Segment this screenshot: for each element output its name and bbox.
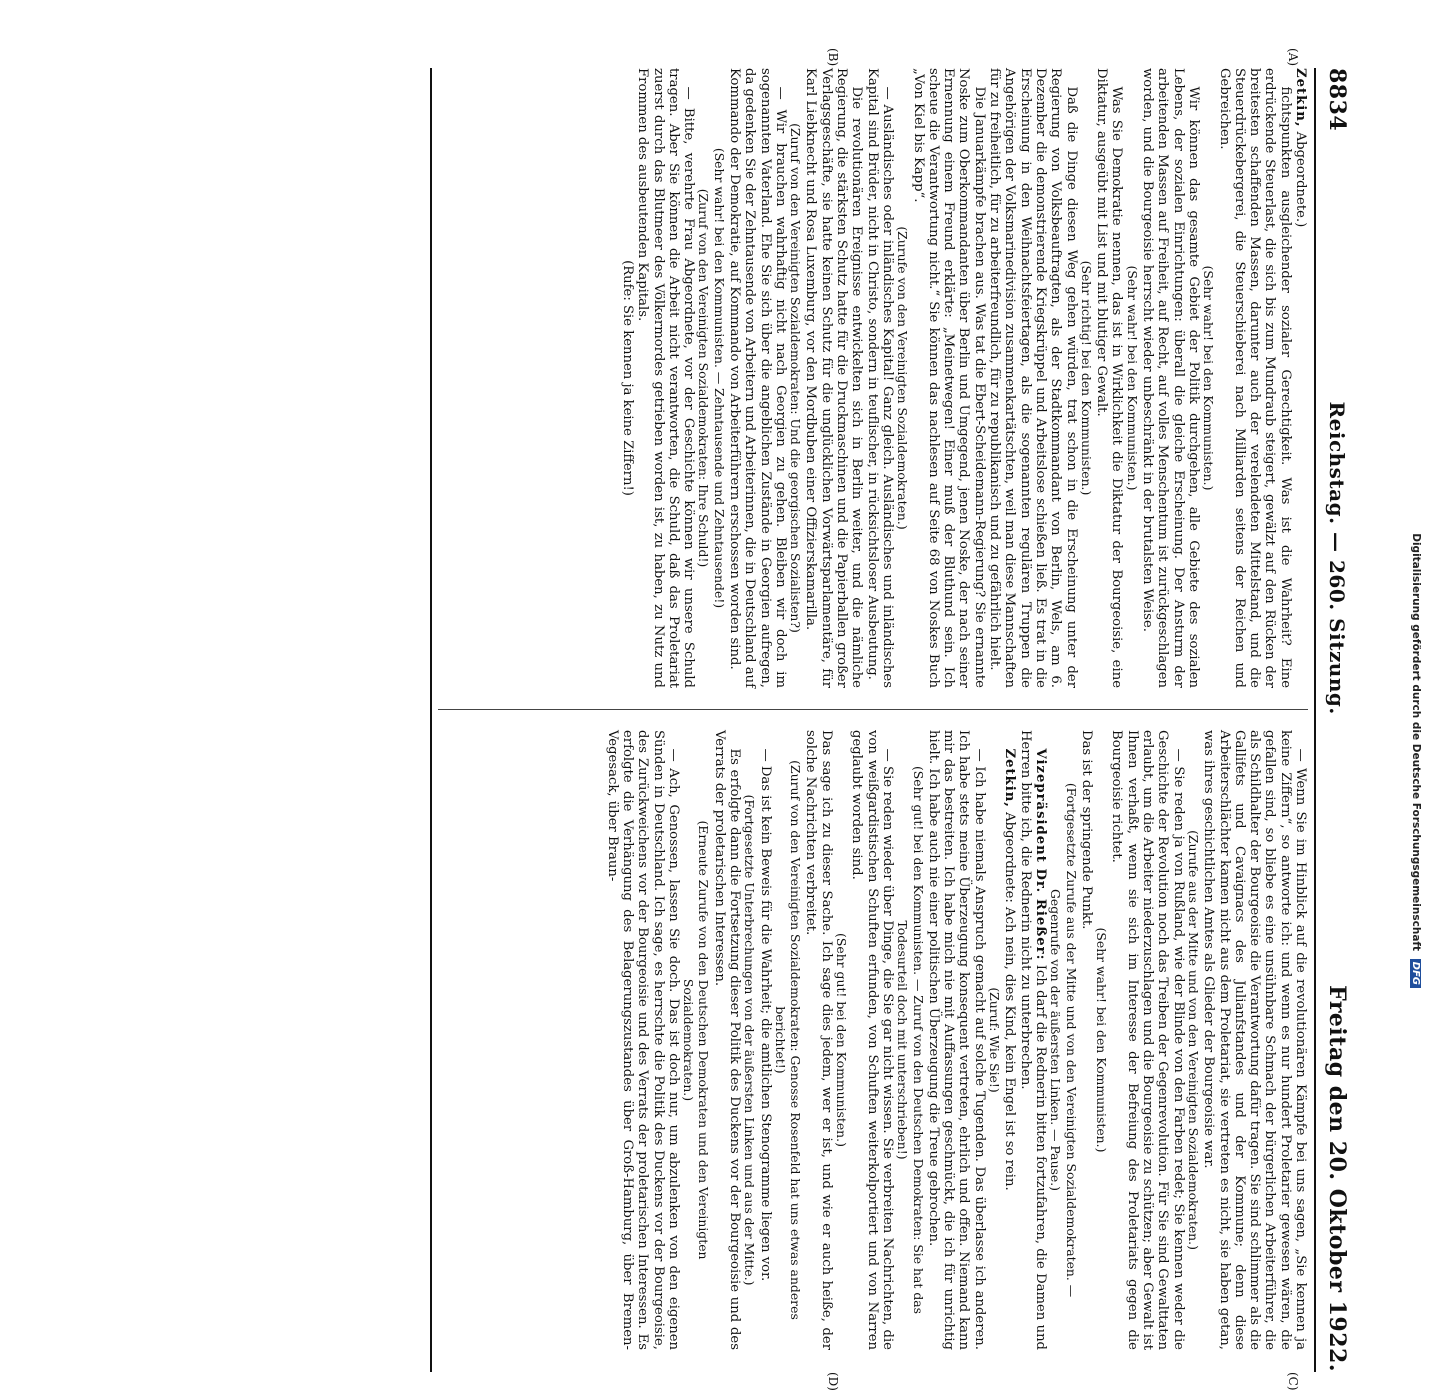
margin-marker-b: (B) — [826, 48, 840, 67]
paragraph — [803, 68, 864, 688]
paragraph-text: — Bitte, verehrte Frau Abgeordnete, vor der Geschichte können wir unsere Schuld tragen. Aber Sie können die Arbeit nicht verantworten, die Schuld, daß das Proletariat zuerst durch das Blutmeer des Völkermordes getrieben worden ist, zu haben, zu Nutz und Frommen des ausbeutenden Kapitals. — [635, 68, 697, 688]
page-header — [1322, 68, 1352, 1372]
paragraph-text: (Zuruf von den Vereinigten Sozialdemokraten: Genosse Rosenfeld hat uns etwas anderes berichtet!) — [772, 760, 804, 1320]
paragraph-text: (Sehr wahr! bei den Kommunisten.) — [1124, 265, 1140, 491]
paragraph — [1079, 730, 1094, 1350]
interjection — [987, 730, 1002, 1350]
paragraph-text: Wir können das gesamte Gebiet der Politik durchgehen, alle Gebiete des sozialen Lebens, der sozialen Einrichtungen: überall die gleiche Erscheinung. Der Ansturm der arbeitenden Massen auf Freiheit, auf Recht, auf volles Menschentum ist zurückgeschlagen worden, und die Bourgeoisie herrscht wieder unbeschränkt in der brutalsten Weise. — [1140, 68, 1201, 688]
paragraph-text: — Ausländisches oder inländisches Kapital! Ganz gleich. Ausländisches und inländisches Kapital sind Brüder, nicht in Christo, sondern in teuflischer, in rücksichtsloser Ausbeutung. — [864, 68, 895, 688]
paragraph — [727, 68, 788, 688]
paragraph — [1201, 730, 1308, 1350]
paragraph — [1293, 68, 1308, 688]
paragraph-text: Es erfolgte dann die Fortsetzung dieser Politik des Duckens vor der Bourgeoisie und des Verrats der proletarischen Interessen. — [711, 730, 743, 1350]
paragraph — [987, 68, 1079, 688]
paragraph-text: Abgeordnete: Ach nein, dies Kind, kein Engel ist so rein. — [1002, 807, 1018, 1191]
interjection — [742, 730, 757, 1350]
paragraph-text: — Das ist kein Beweis für die Wahrheit; die amtlichen Stenogramme liegen vor. — [757, 748, 773, 1282]
paragraph — [1002, 730, 1017, 1350]
paragraph — [864, 68, 895, 688]
paragraph-text: — Ich habe niemals Anspruch gemacht auf solche Tugenden. Das überlasse ich anderen. Ich habe stets meine Überzeugung konsequent vertreten, ehrlich und offen. Niemand kann mir das bestreiten. Ich habe mich nie mit Auffassungen geschmückt, die ich für unrichtig hielt. Ich habe auch nie einer politischen Überzeugung die Treue gebrochen. — [925, 730, 987, 1350]
digitization-credit — [1402, 8, 1422, 998]
paragraph-text: (Sehr wahr! bei den Kommunisten.) — [1094, 927, 1110, 1153]
paragraph — [635, 68, 696, 688]
paragraph-text: — Ach, Genossen, lassen Sie doch. Das ist doch nur, um abzulenken von den eigenen Sünden in Deutschland. Ich sage, es herrschte die Politik des Duckens vor der Bourgeoisie, des Zurückweichens vor der Bourgeoisie und des Verrats der proletarischen Interessen. Es erfolgte die Verhängung des Belagerungszustandes über Groß-Hamburg, über Bremen-Vegesack, über Braun- — [604, 730, 681, 1350]
paragraph-text: Die revolutionären Ereignisse entwickelten sich in Berlin weiter, und die nämliche Regierung, die stärksten Schutz hatte für die Druckmaschinen und die Papierballen großer Verlagsgeschäfte, sie hatte keinen Schutz für die unglücklichen Vorwärtsparlamentäre, für Karl Liebknecht und Rosa Luxemburg, vor den Mordbuben einer Offizierskamarilla. — [803, 68, 865, 688]
interjection — [773, 730, 804, 1350]
margin-marker-d: (D) — [826, 1372, 840, 1391]
interjection — [696, 68, 711, 688]
speaker-name: Zetkin, — [1002, 748, 1018, 808]
interjection — [681, 730, 712, 1350]
paragraph-text: — Wir brauchen wahrhaftig nicht nach Georgien zu gehen. Bleiben wir doch im sogenannten Vaterland. Ehe Sie sich über die angeblichen Zustände in Georgien aufregen, da gedenken Sie der Zehntausende von Arbeitern und Arbeiterinnen, die in Deutschland auf Kommando der Demokratie, auf Kommando von Arbeiterführern erschossen worden sind. — [727, 68, 788, 688]
paragraph-text: — Sie reden ja von Rußland, wie der Blinde von den Farben redet; Sie kennen weder die Geschichte der Revolution noch das Treiben der Gegenrevolution. Für Sie sind Gewalttaten erlaubt, um die Arbeiter niederzuschlagen und die Bourgeoisie zu schützen; aber Gewalt ist Ihnen verhaßt, wenn sie sich im Interesse der Befreiung des Proletariats gegen die Bourgeoisie richtet. — [1109, 730, 1186, 1350]
paragraph — [1140, 68, 1201, 688]
paragraph-text: (Rufe: Sie kennen ja keine Ziffern!) — [619, 260, 635, 496]
paragraph-text: (Sehr gut! bei den Kommunisten. — Zuruf von den Deutschen Demokraten: Sie hat das Todesurteil doch mit unterschrieben!) — [895, 765, 926, 1315]
paragraph-text: (Zuruf von den Vereinigten Sozialdemokraten: Ihre Schuld!) — [696, 188, 712, 568]
paragraph-text: Das sage ich zu dieser Sache. Ich sage dies jedem, wer er ist, und wie er auch heiße, der solche Nachrichten verbreitet. — [803, 730, 834, 1350]
interjection — [788, 68, 803, 688]
paragraph-text: Die Januarkämpfe brachen aus. Was tat die Ebert-Scheidemann-Regierung? Sie ernannte Noske zum Oberkommandanten über Berlin und Umgegend, jenen Noske, der nach seiner Ernennung einem Freund erklärte: „Meinetwegen! Einer muß der Bluthund sein. Ich scheue die Verantwortung nicht.“ Sie können das nachlesen auf Seite 68 von Noskes Buch „Von Kiel bis Kapp“. — [910, 68, 987, 688]
header-rule — [1314, 68, 1316, 1372]
right-column — [438, 730, 1308, 1350]
dfg-logo-icon: DFG — [1410, 959, 1421, 988]
interjection — [1094, 730, 1109, 1350]
paragraph — [803, 730, 834, 1350]
session-date: Freitag den 20. Oktober 1922. — [1324, 985, 1350, 1372]
paragraph — [926, 730, 987, 1350]
credit-text: Digitalisierung gefördert durch die Deutsche Forschungsgemeinschaft — [1410, 533, 1422, 951]
paragraph-text: (Sehr gut! bei den Kommunisten.) — [834, 933, 850, 1147]
session-title: Reichstag. — 260. Sitzung. — [1325, 401, 1349, 715]
paragraph-text: (Fortgesetzte Unterbrechungen von der äußersten Linken und aus der Mitte.) — [742, 794, 758, 1286]
paragraph-text: Abgeordnete.) — [1293, 127, 1308, 228]
left-column — [438, 68, 1308, 688]
paragraph-text: Ich darf die Rednerin bitten fortzufahren, die Damen und Herren bitte ich, die Rednerin nicht zu unterbrechen. — [1017, 730, 1048, 1351]
paragraph — [620, 68, 635, 688]
interjection — [1048, 730, 1079, 1350]
paragraph-text: Daß die Dinge diesen Weg gehen würden, trat schon in die Erscheinung unter der Regierung von Volksbeauftragten, als der Stadtkommandant von Berlin, Wels, am 6. Dezember die demonstrierende Kriegskrüppel und Arbeitslose schießen ließ. Es trat in die Erscheinung in den Weihnachtsfeiertagen, als die sogenannten regulären Truppen die Angehörigen der Volksmarinedivision zusammenkartätschten, weil man diese Mannschaften für zu freiheitlich, für zu arbeiterfreundlich, für zu republikanisch und zu gefährlich hielt. — [987, 68, 1079, 688]
interjection — [711, 68, 726, 688]
paragraph — [910, 68, 986, 688]
paragraph — [1094, 68, 1125, 688]
paragraph — [757, 730, 772, 1350]
paragraph-text: (Zurufe aus der Mitte und von den Vereinigten Sozialdemokraten.) — [1185, 830, 1201, 1250]
interjection — [895, 68, 910, 688]
document-page — [420, 50, 1360, 1390]
paragraph — [711, 730, 742, 1350]
interjection — [1201, 68, 1216, 688]
paragraph-text: — Wenn Sie im Hinblick auf die revolutionären Kämpfe bei uns sagen, „Sie kennen ja keine Ziffern“, so antworte ich: und wenn es nur hundert Proletarier gewesen wären, die gefallen sind, so bliebe es eine unsühnbare Schmach der bürgerlichen Arbeiterführer, die als Schildhalter der Bourgeoisie die Verantwortung dafür tragen. Sie sind schlimmer als die Gallifets und Cavaignacs des Julianfstandes und der Kommune; denn diese Arbeiterschlächter kamen nicht aus dem Proletariat, sie vertreten es nicht, sie haben getan, was ihres geschichtlichen Amtes als Glieder der Bourgeoisie war. — [1201, 730, 1308, 1350]
paragraph-text: (Sehr wahr! bei den Kommunisten. — Zehntausende und Zehntausende!) — [711, 147, 727, 609]
paragraph-text: (Erneute Zurufe von den Deutschen Demokraten und den Vereinigten Sozialdemokraten.) — [681, 820, 712, 1260]
paragraph-text: Das ist der springende Punkt. — [1078, 730, 1094, 930]
paragraph-text: Was Sie Demokratie nennen, das ist in Wirklichkeit die Diktatur der Bourgeoisie, eine Diktatur, ausgeübt mit List und mit blutiger Gewalt. — [1094, 68, 1125, 688]
interjection — [834, 730, 849, 1350]
paragraph-text: fichtspunkten ausgleichender sozialer Gerechtigkeit. Was ist die Wahrheit? Eine erdrückende Steuerlast, die sich bis zum Mundraub steigert, gewälzt auf den Rücken der breitesten schaffenden Massen, darunter auch der verelendeten Mittelstand, und die Steuerdrückebergerei, die Steuerschieberei nach Milliarden seitens der Reichen und Gebreichen. — [1216, 68, 1293, 688]
speaker-name: Zetkin, — [1293, 68, 1308, 128]
paragraph-text: (Zuruf von den Vereinigten Sozialdemokraten: Und die georgischen Sozialisten?) — [788, 123, 804, 633]
paragraph-text: (Zurufe von den Vereinigten Sozialdemokraten.) — [895, 226, 911, 530]
margin-marker-a: (A) — [1286, 48, 1300, 67]
column-divider — [438, 709, 1308, 710]
footer-rule — [430, 68, 432, 1372]
paragraph-text: — Sie reden wieder über Dinge, die Sie gar nicht wissen. Sie verbreiten Nachrichten, die von weißgardistischen Schuften erfunden, von Schuften weiterkolportiert und von Narren geglaubt worden sind. — [849, 730, 895, 1350]
interjection — [895, 730, 926, 1350]
paragraph — [604, 730, 680, 1350]
page-number: 8834 — [1324, 68, 1350, 132]
interjection — [1186, 730, 1201, 1350]
interjection — [1124, 68, 1139, 688]
paragraph — [1216, 68, 1292, 688]
paragraph — [1109, 730, 1185, 1350]
paragraph-text: (Zuruf: Wie Sie!) — [987, 987, 1003, 1093]
interjection — [1079, 68, 1094, 688]
paragraph-text: (Fortgesetzte Zurufe aus der Mitte und von den Vereinigten Sozialdemokraten. — Gegenrufe von der äußersten Linken. — Pause.) — [1048, 782, 1079, 1298]
speaker-name: Vizepräsident Dr. Rießer: — [1032, 748, 1048, 961]
paragraph-text: (Sehr richtig! bei den Kommunisten.) — [1078, 260, 1094, 496]
margin-marker-c: (C) — [1286, 1372, 1300, 1391]
paragraph-text: (Sehr wahr! bei den Kommunisten.) — [1201, 265, 1217, 491]
paragraph — [1017, 730, 1048, 1350]
paragraph — [849, 730, 895, 1350]
